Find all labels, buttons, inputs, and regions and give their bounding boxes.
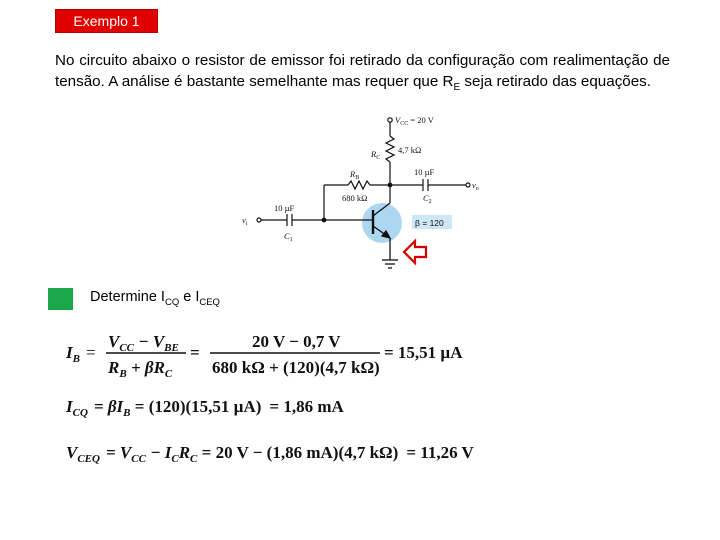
svg-text:IB=: $I_B$ = [66,343,96,365]
equations [62,330,512,470]
vo-terminal [466,183,470,187]
c2-label: $C_2$ [423,193,432,205]
intro-text-1: No circuito abaixo o resistor de emissor foi retirado da configuração com realimentação de tensão. A análise é bastante semelhante mas requer que R [55,52,670,90]
circuit-diagram [232,108,482,273]
c1-value: 10 µF [274,203,295,213]
vcc-node [388,118,392,122]
rb-resistor [348,181,370,189]
vo-label: $v_o$ [472,180,479,192]
equation-icq [65,397,345,419]
svg-text:VCC − VBE: $V_{CC} - V_{BE}$ [108,332,179,354]
vi-label: $v_i$ [242,215,248,227]
left-arrow-icon [402,238,428,266]
c1-label: $C_1$ [284,231,293,243]
svg-text:VCEQ= VCC − ICRC = 20 V − (1,8: $V_{CEQ} = V_{CC} - I_CR_C = 20$ V − (1,86 mA)(4,7 kΩ) = 11,26 V [66,443,474,465]
intro-text-2: seja retirado das equações. [460,73,651,90]
svg-text:= 15,51 µA: = 15,51 µA [384,343,463,362]
equation-vceq [66,443,475,465]
intro-paragraph [55,50,670,98]
rc-value: 4,7 kΩ [398,145,422,155]
beta-label: β = 120 [415,218,444,228]
example-title-tag [55,9,158,33]
bullet-square [48,288,73,310]
rb-value: 680 kΩ [342,193,368,203]
svg-text:RB + βRC: $R_B + \beta R_C$ [108,358,173,380]
rb-label: $R_B$ [350,169,360,181]
intro-sub: E [453,82,461,94]
task-middle: e I [179,289,200,305]
svg-text:ICQ= βIB = (120)(15,51 µA)= 1,: $I_{CQ} = \beta I_B = (120)(15,51$ µA) = 1,86 mA [66,397,344,419]
task-sub-2: CEQ [199,296,220,308]
task-prefix: Determine I [90,289,165,305]
example-title: Exemplo 1 [73,13,140,29]
task-sub-1: CQ [164,296,180,308]
c2-value: 10 µF [414,167,435,177]
task-text [90,289,220,308]
equation-ib [65,332,463,380]
svg-text:=: = [190,343,200,362]
svg-text:20 V − 0,7 V: 20 V − 0,7 V [252,332,341,351]
vcc-label: $V_{CC} = 20$ V [395,115,434,127]
rc-label: $R_C$ [371,149,381,161]
svg-text:680 kΩ + (120)(4,7 kΩ): 680 kΩ + (120)(4,7 kΩ) [212,358,380,377]
vi-terminal [257,218,261,222]
rc-resistor [386,136,394,162]
